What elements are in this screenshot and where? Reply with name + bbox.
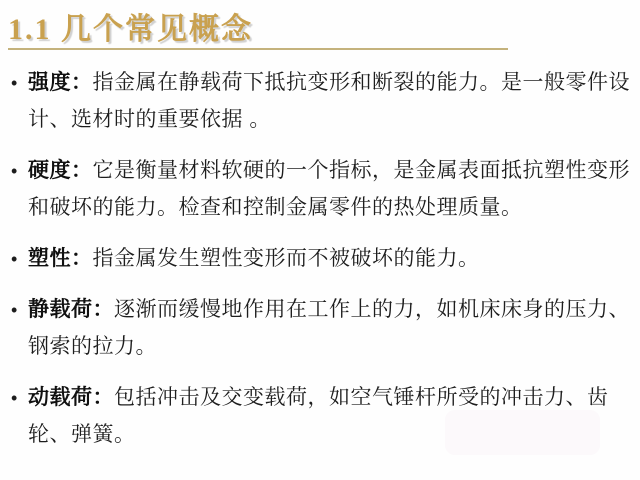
bullet-text: 包括冲击及交变载荷，如空气锤杆所受的冲击力、齿轮、弹簧。 xyxy=(28,386,609,446)
bullet-dot-icon: • xyxy=(11,161,18,181)
bullet-colon: ： xyxy=(71,71,93,94)
bullet-dot-icon: • xyxy=(11,249,18,269)
bullet-colon: ： xyxy=(71,159,93,182)
bullet-term: 硬度 xyxy=(28,159,71,182)
bullet-colon: ： xyxy=(92,386,114,409)
bullet-item-strength xyxy=(0,64,630,138)
bullet-dot-icon: • xyxy=(11,388,18,408)
bullet-dot-icon: • xyxy=(11,73,18,93)
bullet-item-plasticity xyxy=(0,240,630,277)
bullet-colon: ： xyxy=(92,298,114,321)
bullet-text: 它是衡量材料软硬的一个指标，是金属表面抵抗塑性变形和破坏的能力。检查和控制金属零件的热处理质量。 xyxy=(28,159,630,219)
bullet-term: 塑性 xyxy=(28,247,71,270)
bullet-text: 逐渐而缓慢地作用在工作上的力，如机床床身的压力、钢索的拉力。 xyxy=(28,298,630,358)
bullet-text: 指金属在静载荷下抵抗变形和断裂的能力。是一般零件设计、选材时的重要依据 。 xyxy=(28,71,630,131)
bullet-list xyxy=(0,64,630,467)
bullet-term: 动载荷 xyxy=(28,386,93,409)
bullet-dot-icon: • xyxy=(11,300,18,320)
bullet-item-hardness xyxy=(0,152,630,226)
bullet-item-static-load xyxy=(0,291,630,365)
faded-watermark-area xyxy=(445,410,600,455)
bullet-term: 强度 xyxy=(28,71,71,94)
title-underline xyxy=(8,48,508,50)
page-title: 1.1 几个常见概念 xyxy=(8,13,253,46)
bullet-text: 指金属发生塑性变形而不被破坏的能力。 xyxy=(92,247,480,270)
bullet-term: 静载荷 xyxy=(28,298,93,321)
bullet-colon: ： xyxy=(71,247,93,270)
